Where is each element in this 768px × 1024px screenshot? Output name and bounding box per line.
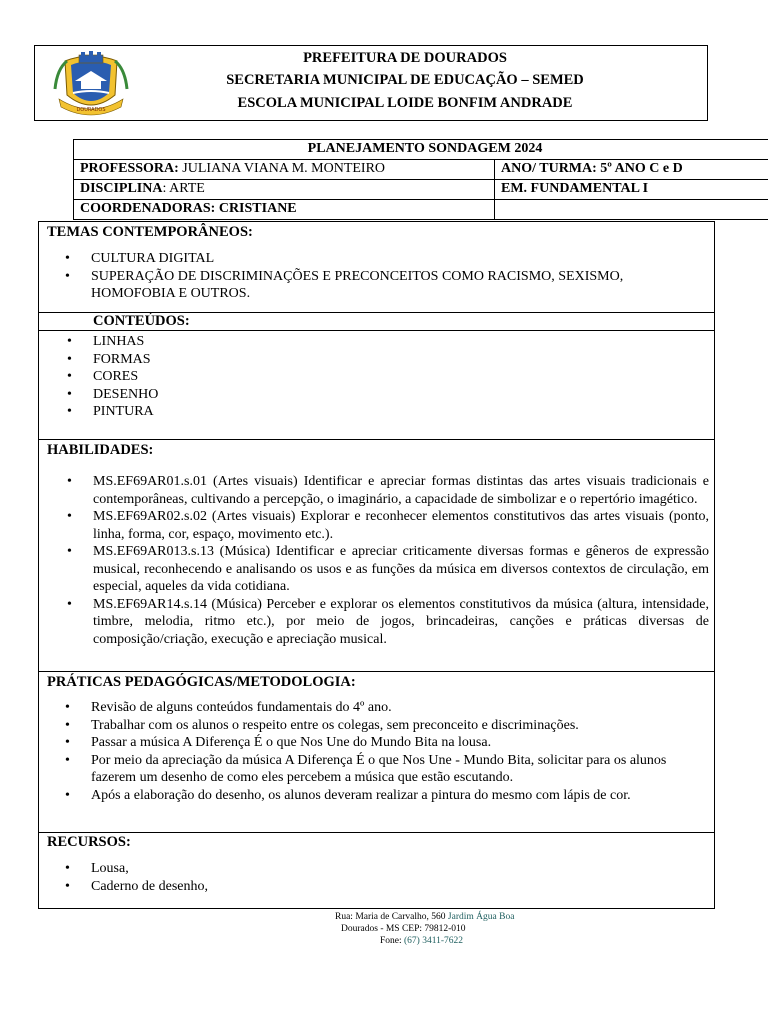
list-item: • FORMAS: [67, 351, 367, 369]
list-item: • Passar a música A Diferença É o que Nos Une do Mundo Bita na lousa.: [65, 734, 709, 752]
list-item: • LINHAS: [67, 333, 367, 351]
list-item: • PINTURA: [67, 403, 367, 421]
plan-title: PLANEJAMENTO SONDAGEM 2024: [74, 140, 768, 160]
footer-fone-line: [380, 935, 463, 947]
empty-cell: [495, 200, 768, 220]
praticas-title: PRÁTICAS PEDAGÓGICAS/METODOLOGIA:: [47, 674, 356, 690]
footer-cidade: Dourados - MS CEP: 79812-010: [341, 924, 466, 934]
list-item: • CORES: [67, 368, 367, 386]
list-item: • MS.EF69AR01.s.01 (Artes visuais) Identificar e apreciar formas distintas das artes visuais tradicionais e contemporâneas, cultivando a percepção, o imaginário, a capacidade de simbolizar e o repertório imagético.: [67, 473, 709, 508]
list-item: • MS.EF69AR14.s.14 (Música) Perceber e explorar os elementos constitutivos da música (altura, intensidade, timbre, melodia, ritmo etc.), por meio de jogos, brincadeiras, canções e práticas diversas de composição/criação, execução e apreciação musical.: [67, 596, 709, 649]
temas-list: [65, 250, 705, 303]
header-line-escola: ESCOLA MUNICIPAL LOIDE BONFIM ANDRADE: [237, 95, 573, 111]
list-item: • Revisão de alguns conteúdos fundamentais do 4º ano.: [65, 699, 709, 717]
footer-rua-line: [335, 911, 514, 923]
header-line-secretaria: SECRETARIA MUNICIPAL DE EDUCAÇÃO – SEMED: [226, 72, 584, 88]
header-line-prefeitura: PREFEITURA DE DOURADOS: [303, 50, 507, 66]
footer-bairro: Jardim Água Boa: [447, 912, 515, 922]
list-item: • Após a elaboração do desenho, os alunos deveram realizar a pintura do mesmo com lápis de cor.: [65, 787, 709, 805]
disciplina-label: DISCIPLINA: [80, 181, 163, 196]
habilidades-list: [67, 473, 709, 648]
ano-turma-cell: ANO/ TURMA: 5º ANO C e D: [495, 160, 768, 180]
list-item: • Caderno de desenho,: [65, 878, 465, 896]
document-header: [34, 45, 708, 121]
footer-fone-label: Fone:: [380, 936, 402, 946]
section-conteudos-header: [39, 313, 714, 331]
recursos-list: [65, 860, 465, 895]
planning-info-table: [73, 139, 768, 220]
list-item: • SUPERAÇÃO DE DISCRIMINAÇÕES E PRECONCEITOS COMO RACISMO, SEXISMO, HOMOFOBIA E OUTROS.: [65, 268, 705, 303]
section-praticas: [39, 672, 714, 833]
section-temas: [39, 222, 714, 313]
section-conteudos: [39, 331, 714, 440]
lesson-plan-body: [38, 221, 715, 909]
list-item: • Trabalhar com os alunos o respeito entre os colegas, sem preconceito e discriminações.: [65, 717, 709, 735]
list-item: • MS.EF69AR02.s.02 (Artes visuais) Explorar e reconhecer elementos constitutivos das artes visuais (ponto, linha, forma, cor, espaço, movimento etc.).: [67, 508, 709, 543]
recursos-title: RECURSOS:: [47, 834, 131, 850]
ensino-cell: EM. FUNDAMENTAL I: [495, 180, 768, 200]
praticas-list: [65, 699, 709, 804]
professora-cell: [74, 160, 495, 180]
list-item: • CULTURA DIGITAL: [65, 250, 705, 268]
disciplina-value: : ARTE: [162, 181, 205, 196]
conteudos-title: CONTEÚDOS:: [93, 313, 190, 329]
list-item: • DESENHO: [67, 386, 367, 404]
city-coat-of-arms-logo: [51, 49, 131, 117]
list-item: • Por meio da apreciação da música A Diferença É o que Nos Une - Mundo Bita, solicitar para os alunos fazerem um desenho de como eles percebem a música que estão escutando.: [65, 752, 709, 787]
footer-rua: Rua: Maria de Carvalho, 560: [335, 912, 446, 922]
professora-label: PROFESSORA:: [80, 161, 179, 176]
section-recursos: [39, 833, 714, 910]
habilidades-title: HABILIDADES:: [47, 442, 154, 458]
section-habilidades: [39, 440, 714, 672]
svg-text:DOURADOS: DOURADOS: [76, 107, 106, 113]
coordenadoras-cell: COORDENADORAS: CRISTIANE: [74, 200, 495, 220]
professora-value: JULIANA VIANA M. MONTEIRO: [178, 161, 386, 176]
list-item: • Lousa,: [65, 860, 465, 878]
disciplina-cell: [74, 180, 495, 200]
temas-title: TEMAS CONTEMPORÂNEOS:: [47, 224, 253, 240]
footer-fone: (67) 3411-7622: [404, 936, 464, 946]
conteudos-list: [67, 333, 367, 421]
list-item: • MS.EF69AR013.s.13 (Música) Identificar e apreciar criticamente diversas formas e gêneros de expressão musical, reconhecendo e analisando os usos e as funções da música em diversos contextos de circulação, em especial, aqueles da vida cotidiana.: [67, 543, 709, 596]
